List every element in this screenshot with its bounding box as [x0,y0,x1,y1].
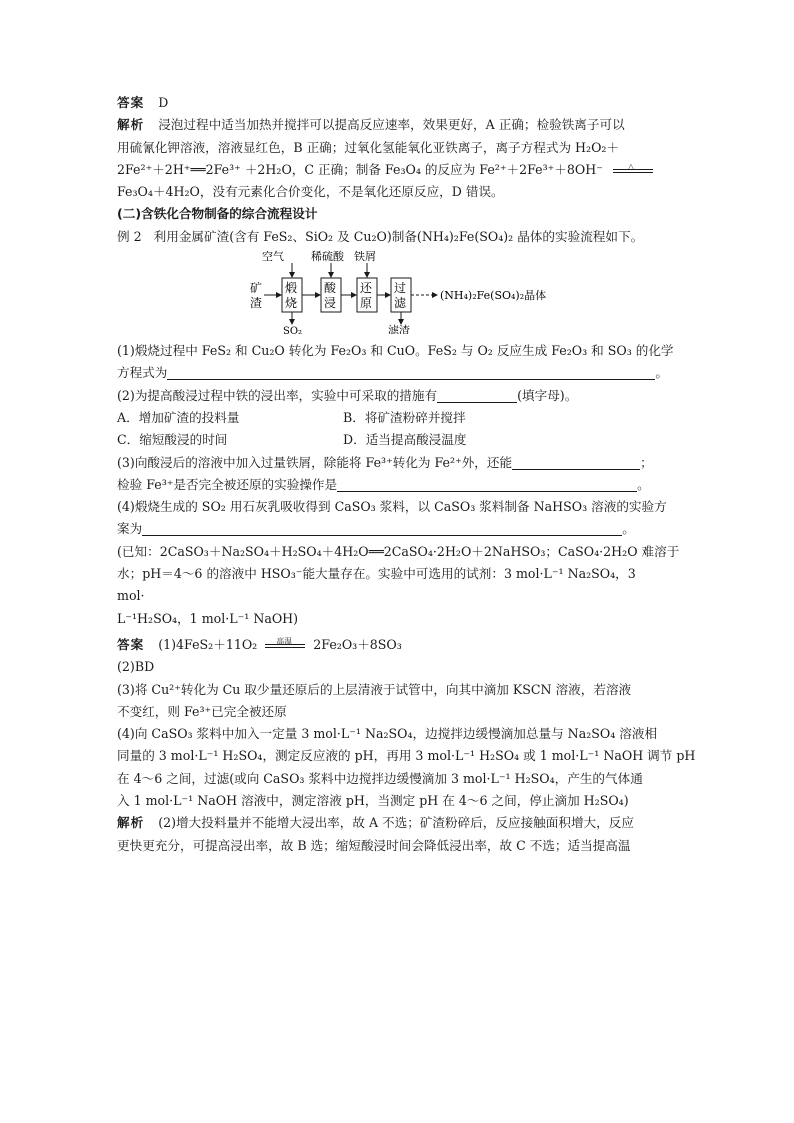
q2-stem-text: (2)为提高酸浸过程中铁的浸出率，实验中可采取的措施有 [117,387,438,403]
q1-end: 。 [655,365,668,381]
answer-2-line-6: 同量的 3 mol·L⁻¹ H₂SO₄，测定反应液的 pH，再用 3 mol·L⁻¹ H₂SO₄ 或 1 mol·L⁻¹ NaOH 调节 pH [117,748,696,764]
q4-prefix: 案为 [117,521,143,537]
answer-2-line-4: 不变红，则 Fe³⁺已完全被还原 [117,703,287,719]
heat-condition: △ [627,161,635,171]
analysis-line-2: 用硫氰化钾溶液，溶液显红色，B 正确；过氧化氢能氧化亚铁离子，离子方程式为 H₂O₂＋ [117,139,620,155]
high-temp-arrow [265,637,305,653]
example-stem: 利用金属矿渣(含有 FeS₂、SiO₂ 及 Cu₂O)制备(NH₄)₂Fe(SO₄)₂ 晶体的实验流程如下。 [153,228,644,244]
q2-options-row-1 [117,407,683,429]
step-1-top: 煅 [285,281,298,296]
analysis-2-line-1 [117,812,683,834]
answer-2-eq-right: 2Fe₂O₃＋8SO₃ [313,636,402,652]
q3-line-2 [117,474,683,496]
q1-prefix: 方程式为 [117,365,168,381]
analysis-text: 浸泡过程中适当加热并搅拌可以提高反应速率，效果更好，A 正确；检验铁离子可以 [158,117,625,133]
flow-product: (NH₄)₂Fe(SO₄)₂晶体 [440,289,547,303]
step-4-top: 过 [394,281,407,296]
step-3-bottom: 原 [360,296,373,311]
option-d: D．适当提高酸浸温度 [343,432,467,448]
flow-input-top: 矿 [250,281,263,296]
q3-line-1 [117,452,683,474]
feed-iron: 铁屑 [354,250,376,264]
q1-line-2 [117,362,683,384]
q3-line-1-text: (3)向酸浸后的溶液中加入过量铁屑，除能将 Fe³⁺转化为 Fe²⁺外，还能 [117,454,513,470]
analysis-line-4: Fe₃O₄＋4H₂O，没有元素化合价变化，不是氧化还原反应，D 错误。 [117,184,504,200]
analysis-label: 解析 [117,117,145,133]
answer-2-line-1 [117,634,683,656]
analysis-line-3 [117,159,683,181]
q3-line-2-text: 检验 Fe³⁺是否完全被还原的实验操作是 [117,476,338,492]
q1-answer-blank[interactable] [167,364,655,380]
option-b: B．将矿渣粉碎并搅拌 [343,409,466,425]
analysis-line-1 [117,114,683,136]
q3-line-2-end: 。 [637,476,650,492]
feed-acid: 稀硫酸 [311,250,344,264]
high-temp-condition: 高温 [276,636,293,646]
analysis-equation-text: 2Fe²⁺＋2H⁺══2Fe³⁺ ＋2H₂O，C 正确；制备 Fe₃O₄ 的反应为 Fe²⁺＋2Fe³⁺＋8OH⁻ [117,161,603,177]
flow-svg [117,248,683,334]
step-4-bottom: 滤 [394,296,407,311]
q4-answer-blank[interactable] [142,520,622,536]
q2-options-row-2 [117,429,683,451]
analysis-2-line-2: 更快更充分，可提高浸出率，故 B 选；缩短酸浸时间会降低浸出率，故 C 不选；适当提高温 [117,837,631,853]
option-c: C．缩短酸浸的时间 [117,432,228,448]
q3-answer-blank-2[interactable] [337,476,637,492]
answer-2-label: 答案 [117,636,145,652]
q4-note-4: L⁻¹H₂SO₄，1 mol·L⁻¹ NaOH) [117,610,299,626]
q4-note-2: 水；pH＝4～6 的溶液中 HSO₃⁻能大量存在。实验中可选用的试剂：3 mol·L⁻¹ Na₂SO₄，3 [117,566,636,582]
flow-input-bottom: 渣 [250,296,263,311]
document-page [117,92,696,857]
answer-2-line-2: (2)BD [117,659,155,675]
q4-note-3: mol· [117,588,145,604]
byproduct-residue: 滤渣 [388,324,410,335]
q2-stem-suffix: (填字母)。 [517,387,578,403]
q1-line-1: (1)煅烧过程中 FeS₂ 和 Cu₂O 转化为 Fe₂O₃ 和 CuO。FeS₂ 与 O₂ 反应生成 Fe₂O₃ 和 SO₃ 的化学 [117,343,674,359]
analysis-2-label: 解析 [117,815,145,831]
answer-2-line-5: (4)向 CaSO₃ 浆料中加入一定量 3 mol·L⁻¹ Na₂SO₄，边搅拌边缓慢滴加总量与 Na₂SO₄ 溶液相 [117,726,658,742]
q4-end: 。 [622,521,635,537]
step-2-top: 酸 [324,281,337,296]
option-a: A．增加矿渣的投料量 [117,409,240,425]
example-line [117,226,683,248]
q4-line-1: (4)煅烧生成的 SO₂ 用石灰乳吸收得到 CaSO₃ 浆料，以 CaSO₃ 浆料制备 NaHSO₃ 溶液的实验方 [117,499,667,515]
step-3-top: 还 [360,281,373,296]
q3-line-1-end: ； [640,454,653,470]
step-1-bottom: 烧 [285,296,298,311]
heat-arrow [613,162,653,178]
q4-line-2 [117,518,683,540]
byproduct-so2: SO₂ [283,326,303,335]
answer-2-line-8: 入 1 mol·L⁻¹ NaOH 溶液中，测定溶液 pH，当测定 pH 在 4～6 之间，停止滴加 H₂SO₄) [117,793,629,809]
q4-note-1: (已知：2CaSO₃＋Na₂SO₄＋H₂SO₄＋4H₂O══2CaSO₄·2H₂O＋2NaHSO₃；CaSO₄·2H₂O 难溶于 [117,543,680,559]
answer-line-1 [117,92,683,114]
example-label: 例 2 [117,228,142,244]
analysis-2-text: (2)增大投料量并不能增大浸出率，故 A 不选；矿渣粉碎后，反应接触面积增大，反应 [158,815,634,831]
answer-2-line-7: 在 4～6 之间，过滤(或向 CaSO₃ 浆料中边搅拌边缓慢滴加 3 mol·L⁻¹ H₂SO₄，产生的气体通 [117,770,643,786]
feed-air: 空气 [262,250,284,264]
step-2-bottom: 浸 [324,296,337,311]
q2-answer-blank[interactable] [437,387,517,403]
q2-stem [117,385,683,407]
answer-label: 答案 [117,95,145,110]
flow-diagram [117,248,683,334]
answer-2-eq-left: (1)4FeS₂＋11O₂ [158,636,258,652]
answer-2-line-3: (3)将 Cu²⁺转化为 Cu 取少量还原后的上层清液于试管中，向其中滴加 KSCN 溶液，若溶液 [117,681,632,697]
q3-answer-blank-1[interactable] [512,454,640,470]
section-title: (二)含铁化合物制备的综合流程设计 [117,206,318,222]
answer-value: D [158,95,169,110]
